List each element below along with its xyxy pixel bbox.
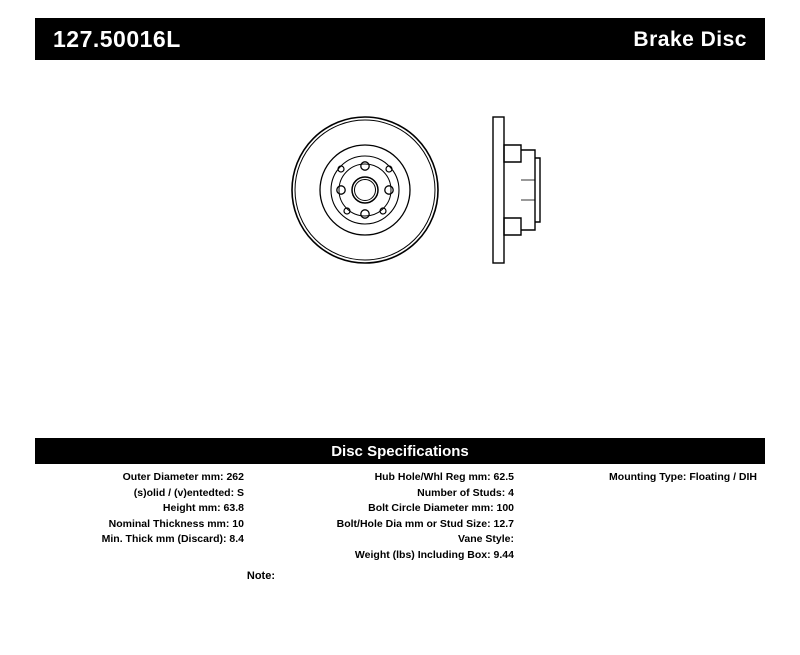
spec-item: Number of Studs: 4	[417, 486, 514, 499]
rotor-face-view	[292, 117, 438, 263]
technical-drawing	[35, 70, 765, 425]
spec-item: Bolt/Hole Dia mm or Stud Size: 12.7	[336, 517, 514, 530]
spec-columns	[35, 470, 765, 563]
rotor-side-section-view	[493, 117, 540, 263]
spec-item: Bolt Circle Diameter mm: 100	[368, 502, 514, 514]
spec-item: Height mm: 63.8	[162, 502, 244, 514]
spec-title-bar	[35, 438, 765, 464]
spec-item: Outer Diameter mm: 262	[122, 471, 244, 483]
spec-item: Nominal Thickness mm: 10	[108, 517, 244, 530]
part-number: 127.50016L	[53, 25, 181, 52]
page-title: Brake Disc	[633, 27, 747, 51]
spec-item: (s)olid / (v)entedted: S	[133, 486, 244, 499]
spec-column-middle	[250, 470, 520, 563]
spec-section-title: Disc Specifications	[331, 442, 469, 460]
header-bar	[35, 18, 765, 60]
note-label: Note:	[246, 570, 275, 582]
spec-item: Weight (lbs) Including Box: 9.44	[354, 548, 514, 561]
spec-item: Min. Thick mm (Discard): 8.4	[101, 533, 244, 545]
spec-column-left	[35, 470, 250, 548]
spec-item: Mounting Type: Floating / DIH	[609, 471, 757, 483]
spec-item: Hub Hole/Whl Reg mm: 62.5	[374, 471, 514, 483]
spec-item: Vane Style:	[457, 533, 514, 545]
spec-column-right	[520, 470, 765, 486]
